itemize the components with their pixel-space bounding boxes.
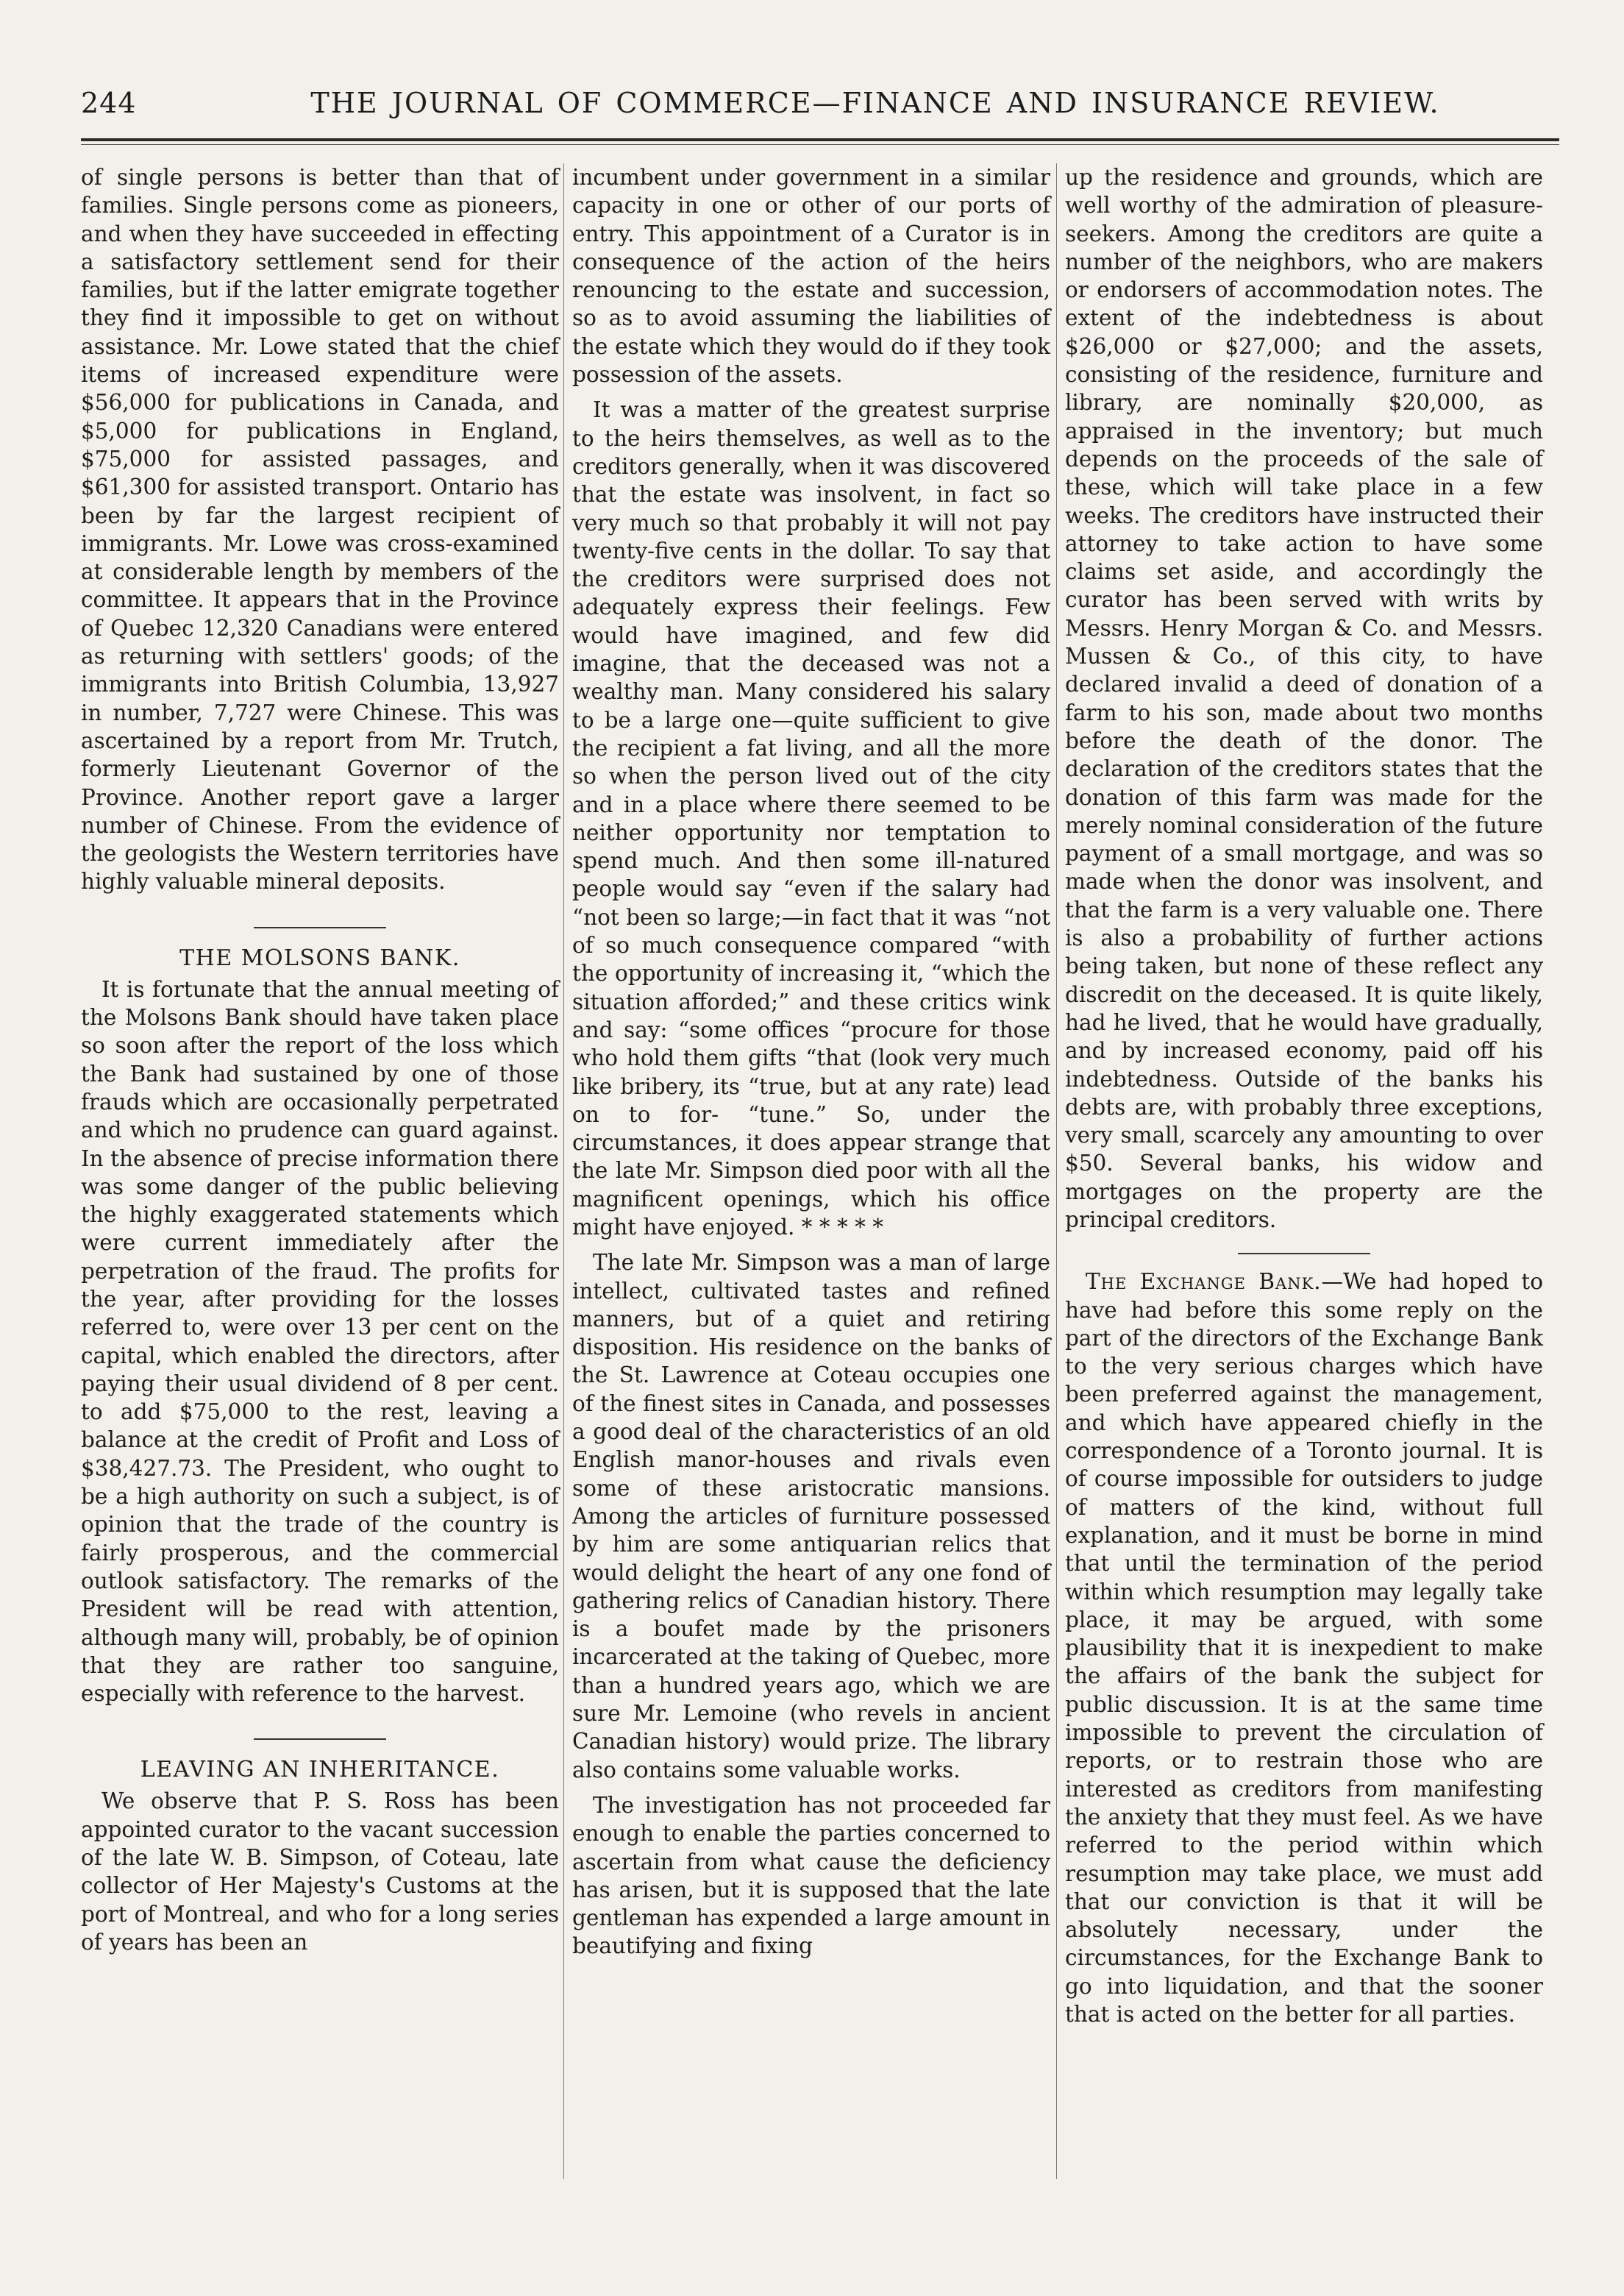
page-number: 244 bbox=[81, 87, 137, 119]
exchange-bank-paragraph bbox=[1065, 1268, 1543, 2028]
section-divider bbox=[254, 927, 386, 928]
section-divider bbox=[1238, 1253, 1370, 1254]
column-1 bbox=[81, 163, 559, 1956]
immigration-paragraph: of single persons is better than that of families. Single persons come as pioneers, and when they have succeeded in effecting a satisfactory settlement send for their families, but if the latter emigrate together they find it impossible to get on without assistance. Mr. Lowe stated that the chief items of increased expenditure were $56,000 for publications in Canada, and $5,000 for publications in England, $75,000 for assisted passages, and $61,300 for assisted transport. Ontario has been by far the largest recipient of immigrants. Mr. Lowe was cross-examined at considerable length by members of the committee. It appears that in the Province of Quebec 12,320 Canadians were entered as returning with settlers' goods; of the immigrants into British Columbia, 13,927 in number, 7,727 were Chinese. This was ascertained by a report from Mr. Trutch, formerly Lieutenant Governor of the Province. Another report gave a larger number of Chinese. From the evidence of the geologists the Western territories have highly valuable mineral deposits. bbox=[81, 165, 559, 895]
creditors-paragraph: up the residence and grounds, which are well worthy of the admiration of pleasure-seekers. Among the creditors are quite a number of the neighbors, who are makers or endorsers of accommodation notes. The extent of the indebtedness is about $26,000 or $27,000; and the assets, consisting of the residence, furniture and library, are nominally $20,000, as appraised in the inventory; but much depends on the proceeds of the sale of these, which will take place in a few weeks. The creditors have instructed their attorney to take action to have some claims set aside, and accordingly the curator has been served with writs by Messrs. Henry Morgan & Co. and Messrs. Mussen & Co., of this city, to have declared invalid a deed of donation of a farm to his son, made about two months before the death of the donor. The declaration of the creditors states that the donation of this farm was made for the merely nominal consideration of the future payment of a small mortgage, and was so made when the donor was insolvent, and that the farm is a very valuable one. There is also a probability of further actions being taken, but none of these reflect any discredit on the deceased. It is quite likely, had he lived, that he would have gradually, and by increased economy, paid off his indebtedness. Outside of the banks his debts are, with probably three exceptions, very small, scarcely any amounting to over $50. Several banks, his widow and mortgages on the property are the principal creditors. bbox=[1065, 165, 1543, 1232]
header-rule-thin bbox=[81, 144, 1559, 145]
column-divider-1 bbox=[563, 163, 564, 2179]
exchange-bank-lead: The Exchange Bank. bbox=[1086, 1269, 1322, 1295]
curator-paragraph: incumbent under government in a similar capacity in one or other of our ports of entry. This appointment of a Curator is in consequence of the action of the heirs renouncing to the estate and succession, so as to avoid assuming the liabilities of the estate which they would do if they took possession of the assets. bbox=[572, 165, 1050, 388]
simpson-residence-paragraph: The late Mr. Simpson was a man of large intellect, cultivated tastes and refined manners, but of a quiet and retiring disposition. His residence on the banks of the St. Lawrence at Coteau occupies one of the finest sites in Canada, and possesses a good deal of the characteristics of an old English manor-houses and rivals even some of these aristocratic mansions. Among the articles of furniture possessed by him are some antiquarian relics that would delight the heart of any one fond of gathering relics of Canadian history. There is a boufet made by the prisoners incarcerated at the taking of Quebec, more than a hundred years ago, which we are sure Mr. Lemoine (who revels in ancient Canadian history) would prize. The library also contains some valuable works. bbox=[572, 1250, 1050, 1783]
investigation-paragraph: The investigation has not proceeded far enough to enable the parties concerned to ascertain from what cause the deficiency has arisen, but it is supposed that the late gentleman has expended a large amount in beautifying and fixing bbox=[572, 1792, 1050, 1959]
header-rule-thick bbox=[81, 138, 1559, 141]
molsons-bank-heading: THE MOLSONS BANK. bbox=[179, 945, 460, 971]
column-3 bbox=[1065, 163, 1543, 2028]
running-head: THE JOURNAL OF COMMERCE—FINANCE AND INSURANCE REVIEW. bbox=[310, 87, 1440, 119]
page-header bbox=[81, 87, 1559, 132]
surprise-paragraph: It was a matter of the greatest surprise to the heirs themselves, as well as to the creditors generally, when it was discovered that the estate was insolvent, in fact so very much so that probably it will not pay twenty-five cents in the dollar. To say that the creditors were surprised does not adequately express their feelings. Few would have imagined, and few did imagine, that the deceased was not a wealthy man. Many considered his salary to be a large one—quite sufficient to give the recipient a fat living, and all the more so when the person lived out of the city and in a place where there seemed to be neither opportunity nor temptation to spend much. And then some ill-natured people would say “even if the salary had “not been so large;—in fact that it was “not of so much consequence compared “with the opportunity of increasing it, “which the situation afforded;” and these critics wink and say: “some offices “procure for those who hold them gifts “that (look very much like bribery, its “true, but at any rate) lead on to for- “tune.” So, under the circumstances, it does appear strange that the late Mr. Simpson died poor with all the magnificent openings, which his office might have enjoyed. * * * * * bbox=[572, 397, 1050, 1240]
inheritance-paragraph: We observe that P. S. Ross has been appointed curator to the vacant succession of the late W. B. Simpson, of Coteau, late collector of Her Majesty's Customs at the port of Montreal, and who for a long series of years has been an bbox=[81, 1788, 559, 1955]
molsons-bank-paragraph: It is fortunate that the annual meeting of the Molsons Bank should have taken place so soon after the report of the loss which the Bank had sustained by one of those frauds which are occasionally perpetrated and which no prudence can guard against. In the absence of precise information there was some danger of the public believing the highly exaggerated statements which were current immediately after the perpetration of the fraud. The profits for the year, after providing for the losses referred to, were over 13 per cent on the capital, which enabled the directors, after paying their usual dividend of 8 per cent. to add $75,000 to the rest, leaving a balance at the credit of Profit and Loss of $38,427.73. The President, who ought to be a high authority on such a subject, is of opinion that the trade of the country is fairly prosperous, and the commercial outlook satisfactory. The remarks of the President will be read with attention, although many will, probably, be of opinion that they are rather too sanguine, especially with reference to the harvest. bbox=[81, 976, 559, 1707]
column-divider-2 bbox=[1056, 163, 1057, 2179]
column-2 bbox=[572, 163, 1050, 1961]
exchange-bank-body: —We had hoped to have had before this some reply on the part of the directors of the Exchange Bank to the very serious charges which have been preferred against the management, and which have appeared chiefly in the correspondence of a Toronto journal. It is of course impossible for outsiders to judge of matters of the kind, without full explanation, and it must be borne in mind that until the termination of the period within which resumption may legally take place, it may be argued, with some plausibility that it is inexpedient to make the affairs of the bank the subject for public discussion. It is at the same time impossible to prevent the circulation of reports, or to restrain those who are interested as creditors from manifesting the anxiety that they must feel. As we have referred to the period within which resumption may take place, we must add that our conviction is that it will be absolutely necessary, under the circumstances, for the Exchange Bank to go into liquidation, and that the sooner that is acted on the better for all parties. bbox=[1065, 1269, 1543, 2027]
leaving-inheritance-heading: LEAVING AN INHERITANCE. bbox=[140, 1757, 500, 1783]
section-divider bbox=[254, 1738, 386, 1740]
